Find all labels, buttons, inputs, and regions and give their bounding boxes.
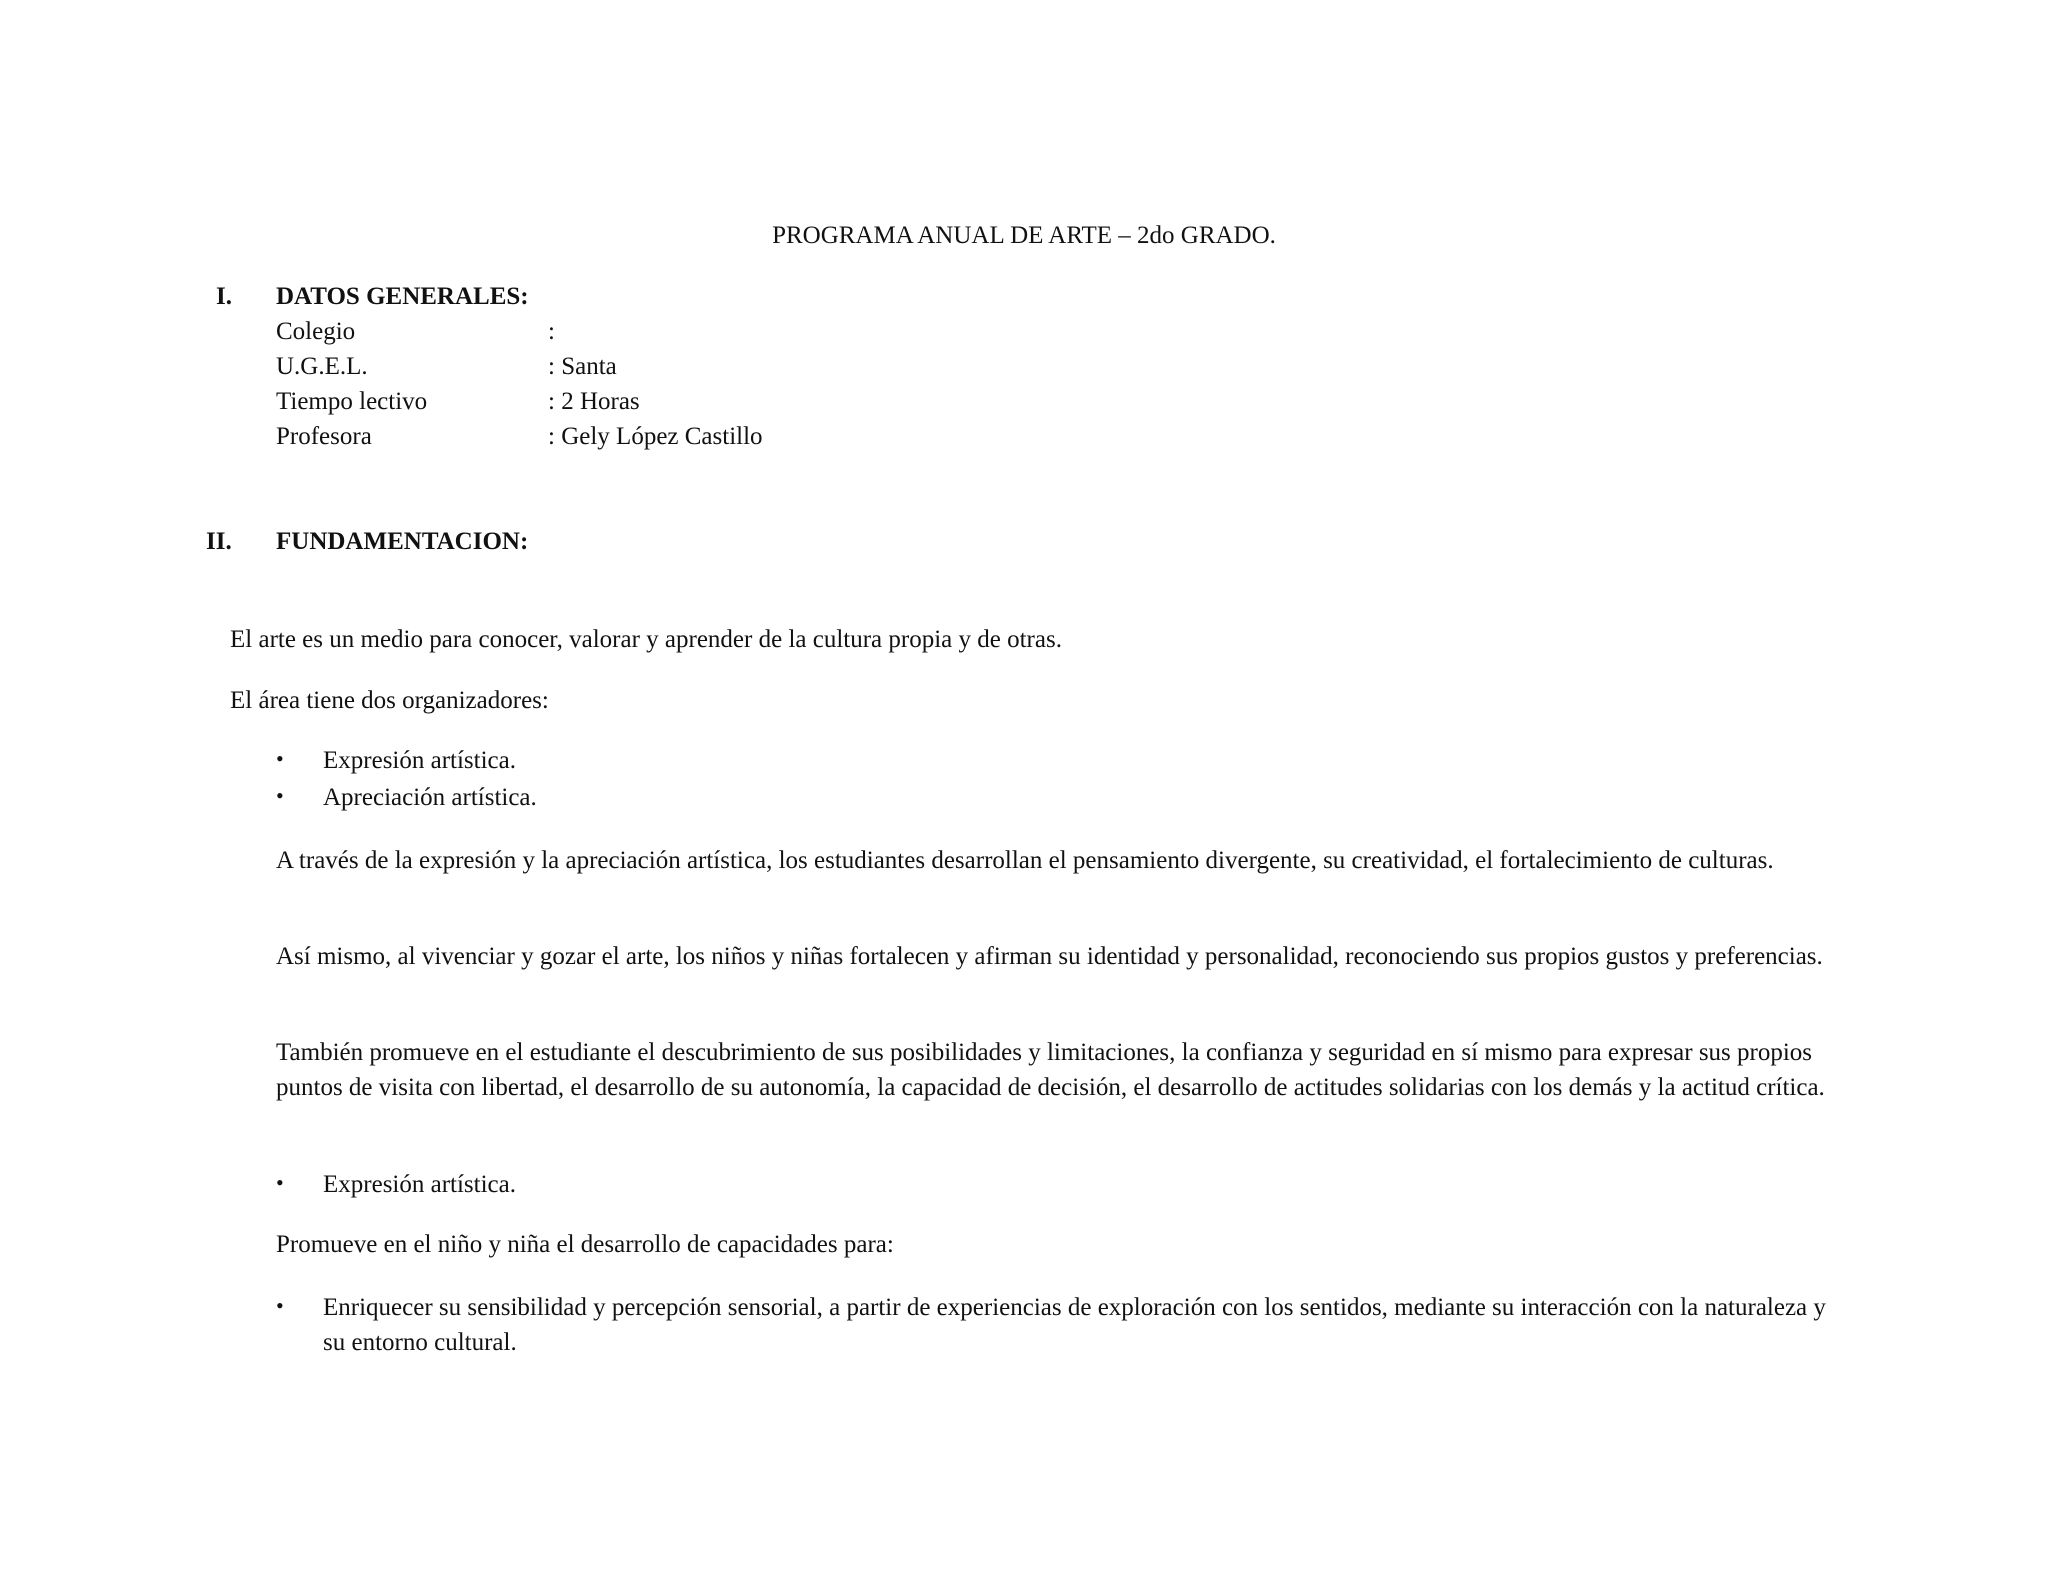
- section-heading-fundamentacion: FUNDAMENTACION:: [276, 528, 529, 555]
- label-ugel: U.G.E.L.: [276, 353, 368, 380]
- section-number-2: II.: [206, 528, 232, 555]
- paragraph-tambien-promueve: También promueve en el estudiante el descubrimiento de sus posibilidades y limitaciones, la confianza y seguridad en sí mismo para expresar sus propios puntos de visita con libertad, el desarrollo de su autonomía, la capacidad de decisión, el desarrollo de actitudes solidarias con los demás y la actitud crítica.: [276, 1039, 1825, 1101]
- intro-paragraph-2: El área tiene dos organizadores:: [230, 687, 549, 714]
- sub-bullet-expresion: Expresión artística.: [323, 1171, 516, 1198]
- bullet-icon: •: [276, 783, 284, 808]
- label-colegio: Colegio: [276, 318, 356, 345]
- intro-paragraph-1: El arte es un medio para conocer, valorar y aprender de la cultura propia y de otras.: [230, 626, 1062, 653]
- section-heading-datos-generales: DATOS GENERALES:: [276, 283, 529, 310]
- paragraph-expresion-apreciacion: A través de la expresión y la apreciación artística, los estudiantes desarrollan el pensamiento divergente, su creatividad, el fortalecimiento de culturas.: [276, 847, 1774, 874]
- value-ugel: : Santa: [548, 353, 617, 380]
- section-number-1: I.: [216, 283, 232, 310]
- paragraph-asi-mismo: Así mismo, al vivenciar y gozar el arte, los niños y niñas fortalecen y afirman su identidad y personalidad, reconociendo sus propios gustos y preferencias.: [276, 943, 1823, 970]
- value-profesora: : Gely López Castillo: [548, 423, 763, 450]
- label-tiempo-lectivo: Tiempo lectivo: [276, 388, 428, 415]
- label-profesora: Profesora: [276, 423, 372, 450]
- value-colegio: :: [548, 318, 555, 345]
- bullet-icon: •: [276, 746, 284, 771]
- bullet-icon: •: [276, 1170, 284, 1195]
- value-tiempo-lectivo: : 2 Horas: [548, 388, 640, 415]
- page-title: PROGRAMA ANUAL DE ARTE – 2do GRADO.: [772, 222, 1276, 249]
- paragraph-promueve: Promueve en el niño y niña el desarrollo de capacidades para:: [276, 1231, 894, 1258]
- organizer-item-apreciacion: Apreciación artística.: [323, 784, 537, 811]
- organizer-item-expresion: Expresión artística.: [323, 747, 516, 774]
- capacity-item-enriquecer: Enriquecer su sensibilidad y percepción sensorial, a partir de experiencias de exploración con los sentidos, mediante su interacción con la naturaleza y su entorno cultural.: [323, 1294, 1826, 1356]
- bullet-icon: •: [276, 1293, 284, 1318]
